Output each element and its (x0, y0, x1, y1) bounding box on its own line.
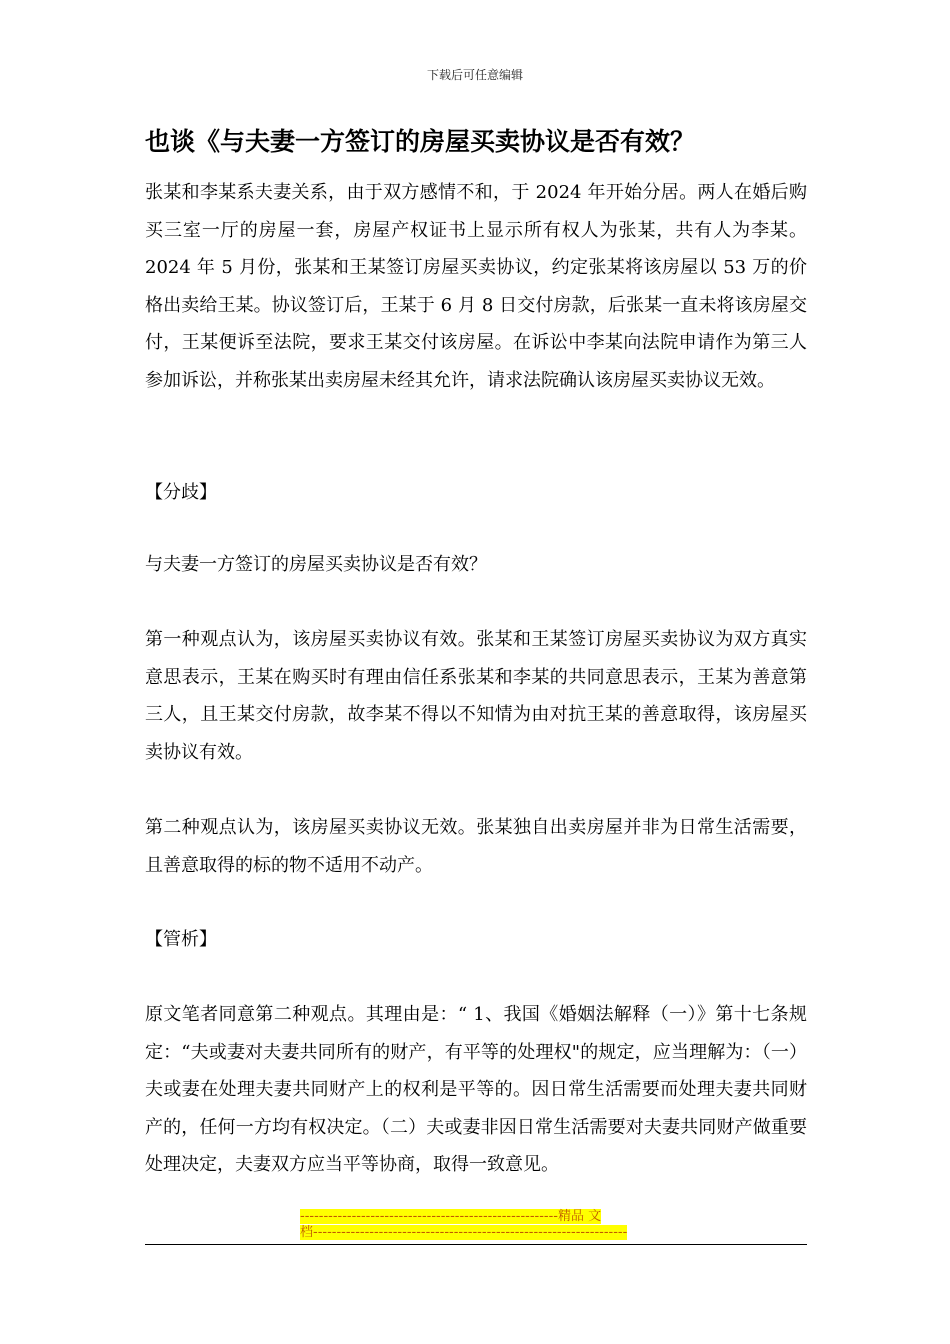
footer-divider (145, 1244, 807, 1245)
footer-banner-line1: -------------------------------------------------------精品 文 (300, 1209, 602, 1224)
paragraph-second-view: 第二种观点认为，该房屋买卖协议无效。张某独自出卖房屋并非为日常生活需要，且善意取得的标的物不适用不动产。 (145, 817, 807, 876)
paragraph-case-facts: 张某和李某系夫妻关系，由于双方感情不和，于 2024 年开始分居。两人在婚后购买三室一厅的房屋一套，房屋产权证书上显示所有权人为张某，共有人为李某。2024 年 5 月份，张某和王某签订房屋买卖协议，约定张某将该房屋以 53 万的价格出卖给王某。协议签订后，王某于 6 月 8 日交付房款，后张某一直未将该房屋交付，王某便诉至法院，要求王某交付该房屋。在诉讼中李某向法院申请作为第三人参加诉讼，并称张某出卖房屋未经其允许，请求法院确认该房屋买卖协议无效。 (145, 182, 807, 391)
document-title: 也谈《与夫妻一方签订的房屋买卖协议是否有效？ (145, 127, 696, 156)
page-header-note: 下载后可任意编辑 (426, 68, 523, 82)
footer-banner-line2: 档------------------------------------------------------------------- (300, 1225, 628, 1240)
paragraph-first-view: 第一种观点认为，该房屋买卖协议有效。张某和王某签订房屋买卖协议为双方真实意思表示，王某在购买时有理由信任系张某和李某的共同意思表示，王某为善意第三人，且王某交付房款，故李某不得以不知情为由对抗王某的善意取得，该房屋买卖协议有效。 (145, 629, 807, 763)
paragraph-question: 与夫妻一方签订的房屋买卖协议是否有效？ (145, 554, 487, 575)
section-heading-analysis: 【管析】 (145, 929, 217, 950)
footer-watermark-banner (300, 1209, 652, 1241)
section-heading-disagreement: 【分歧】 (145, 482, 217, 503)
paragraph-analysis: 原文笔者同意第二种观点。其理由是：“ 1、我国《婚姻法解释（一）》第十七条规定：“夫或妻对夫妻共同所有的财产，有平等的处理权"的规定，应当理解为：（一）夫或妻在处理夫妻共同财产上的权利是平等的。因日常生活需要而处理夫妻共同财产的，任何一方均有权决定。（二）夫或妻非因日常生活需要对夫妻共同财产做重要处理决定，夫妻双方应当平等协商，取得一致意见。 (145, 1004, 807, 1175)
